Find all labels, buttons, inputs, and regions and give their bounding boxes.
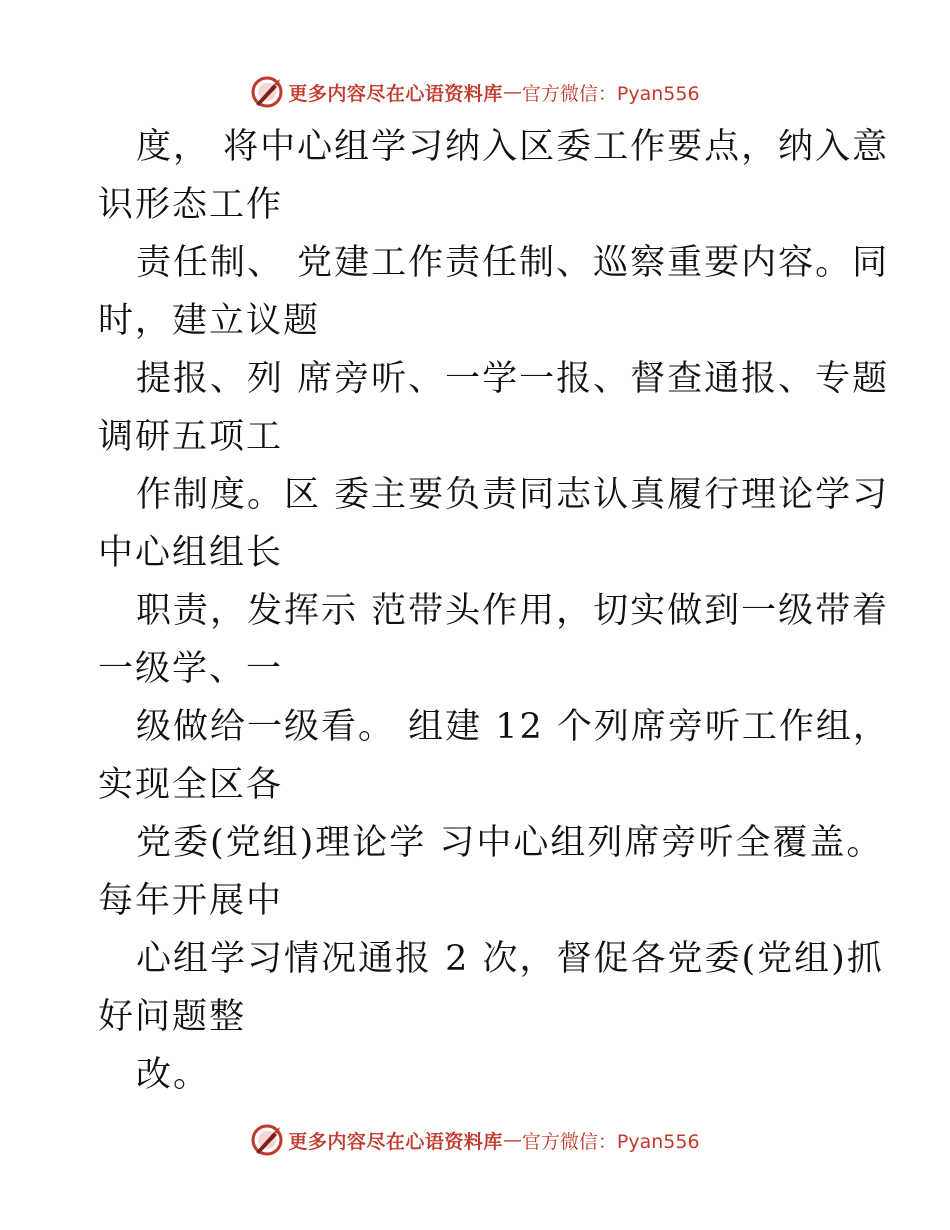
watermark-dash: — — [502, 81, 522, 103]
text-line: 调研五项工 — [98, 417, 284, 457]
quill-pen-circle-icon — [250, 75, 284, 109]
document-body — [98, 118, 890, 1104]
text-line: 好问题整 — [98, 997, 247, 1037]
text-line: 职责，发挥示 范带头作用，切实做到一级带着 — [136, 591, 890, 631]
text-line: 中心组组长 — [98, 533, 284, 573]
watermark-site-text: 更多内容尽在心语资料库 — [288, 82, 503, 105]
text-line: 心组学习情况通报 2 次，督促各党委(党组)抓 — [136, 939, 884, 979]
text-line: 一级学、一 — [98, 649, 284, 689]
header-watermark — [0, 72, 950, 112]
text-line: 时，建立议题 — [98, 301, 321, 341]
watermark-site-text: 更多内容尽在心语资料库 — [288, 1130, 503, 1153]
text-line: 每年开展中 — [98, 881, 284, 921]
text-line: 作制度。区 委主要负责同志认真履行理论学习 — [136, 475, 890, 515]
footer-watermark — [0, 1120, 950, 1160]
watermark-wechat-text: 官方微信：Pyan556 — [521, 82, 700, 105]
watermark-dash: — — [502, 1129, 522, 1151]
quill-pen-circle-icon — [250, 1123, 284, 1157]
text-line: 度， 将中心组学习纳入区委工作要点，纳入意 — [136, 127, 890, 167]
text-line: 实现全区各 — [98, 765, 284, 805]
text-line: 党委(党组)理论学 习中心组列席旁听全覆盖。 — [136, 823, 884, 863]
text-line: 识形态工作 — [98, 185, 284, 225]
text-line: 提报、列 席旁听、一学一报、督查通报、专题 — [136, 359, 890, 399]
text-line: 责任制、 党建工作责任制、巡察重要内容。同 — [136, 243, 890, 283]
text-line: 改。 — [136, 1055, 211, 1095]
watermark-wechat-text: 官方微信：Pyan556 — [521, 1130, 700, 1153]
text-line: 级做给一级看。 组建 12 个列席旁听工作组， — [136, 707, 890, 747]
